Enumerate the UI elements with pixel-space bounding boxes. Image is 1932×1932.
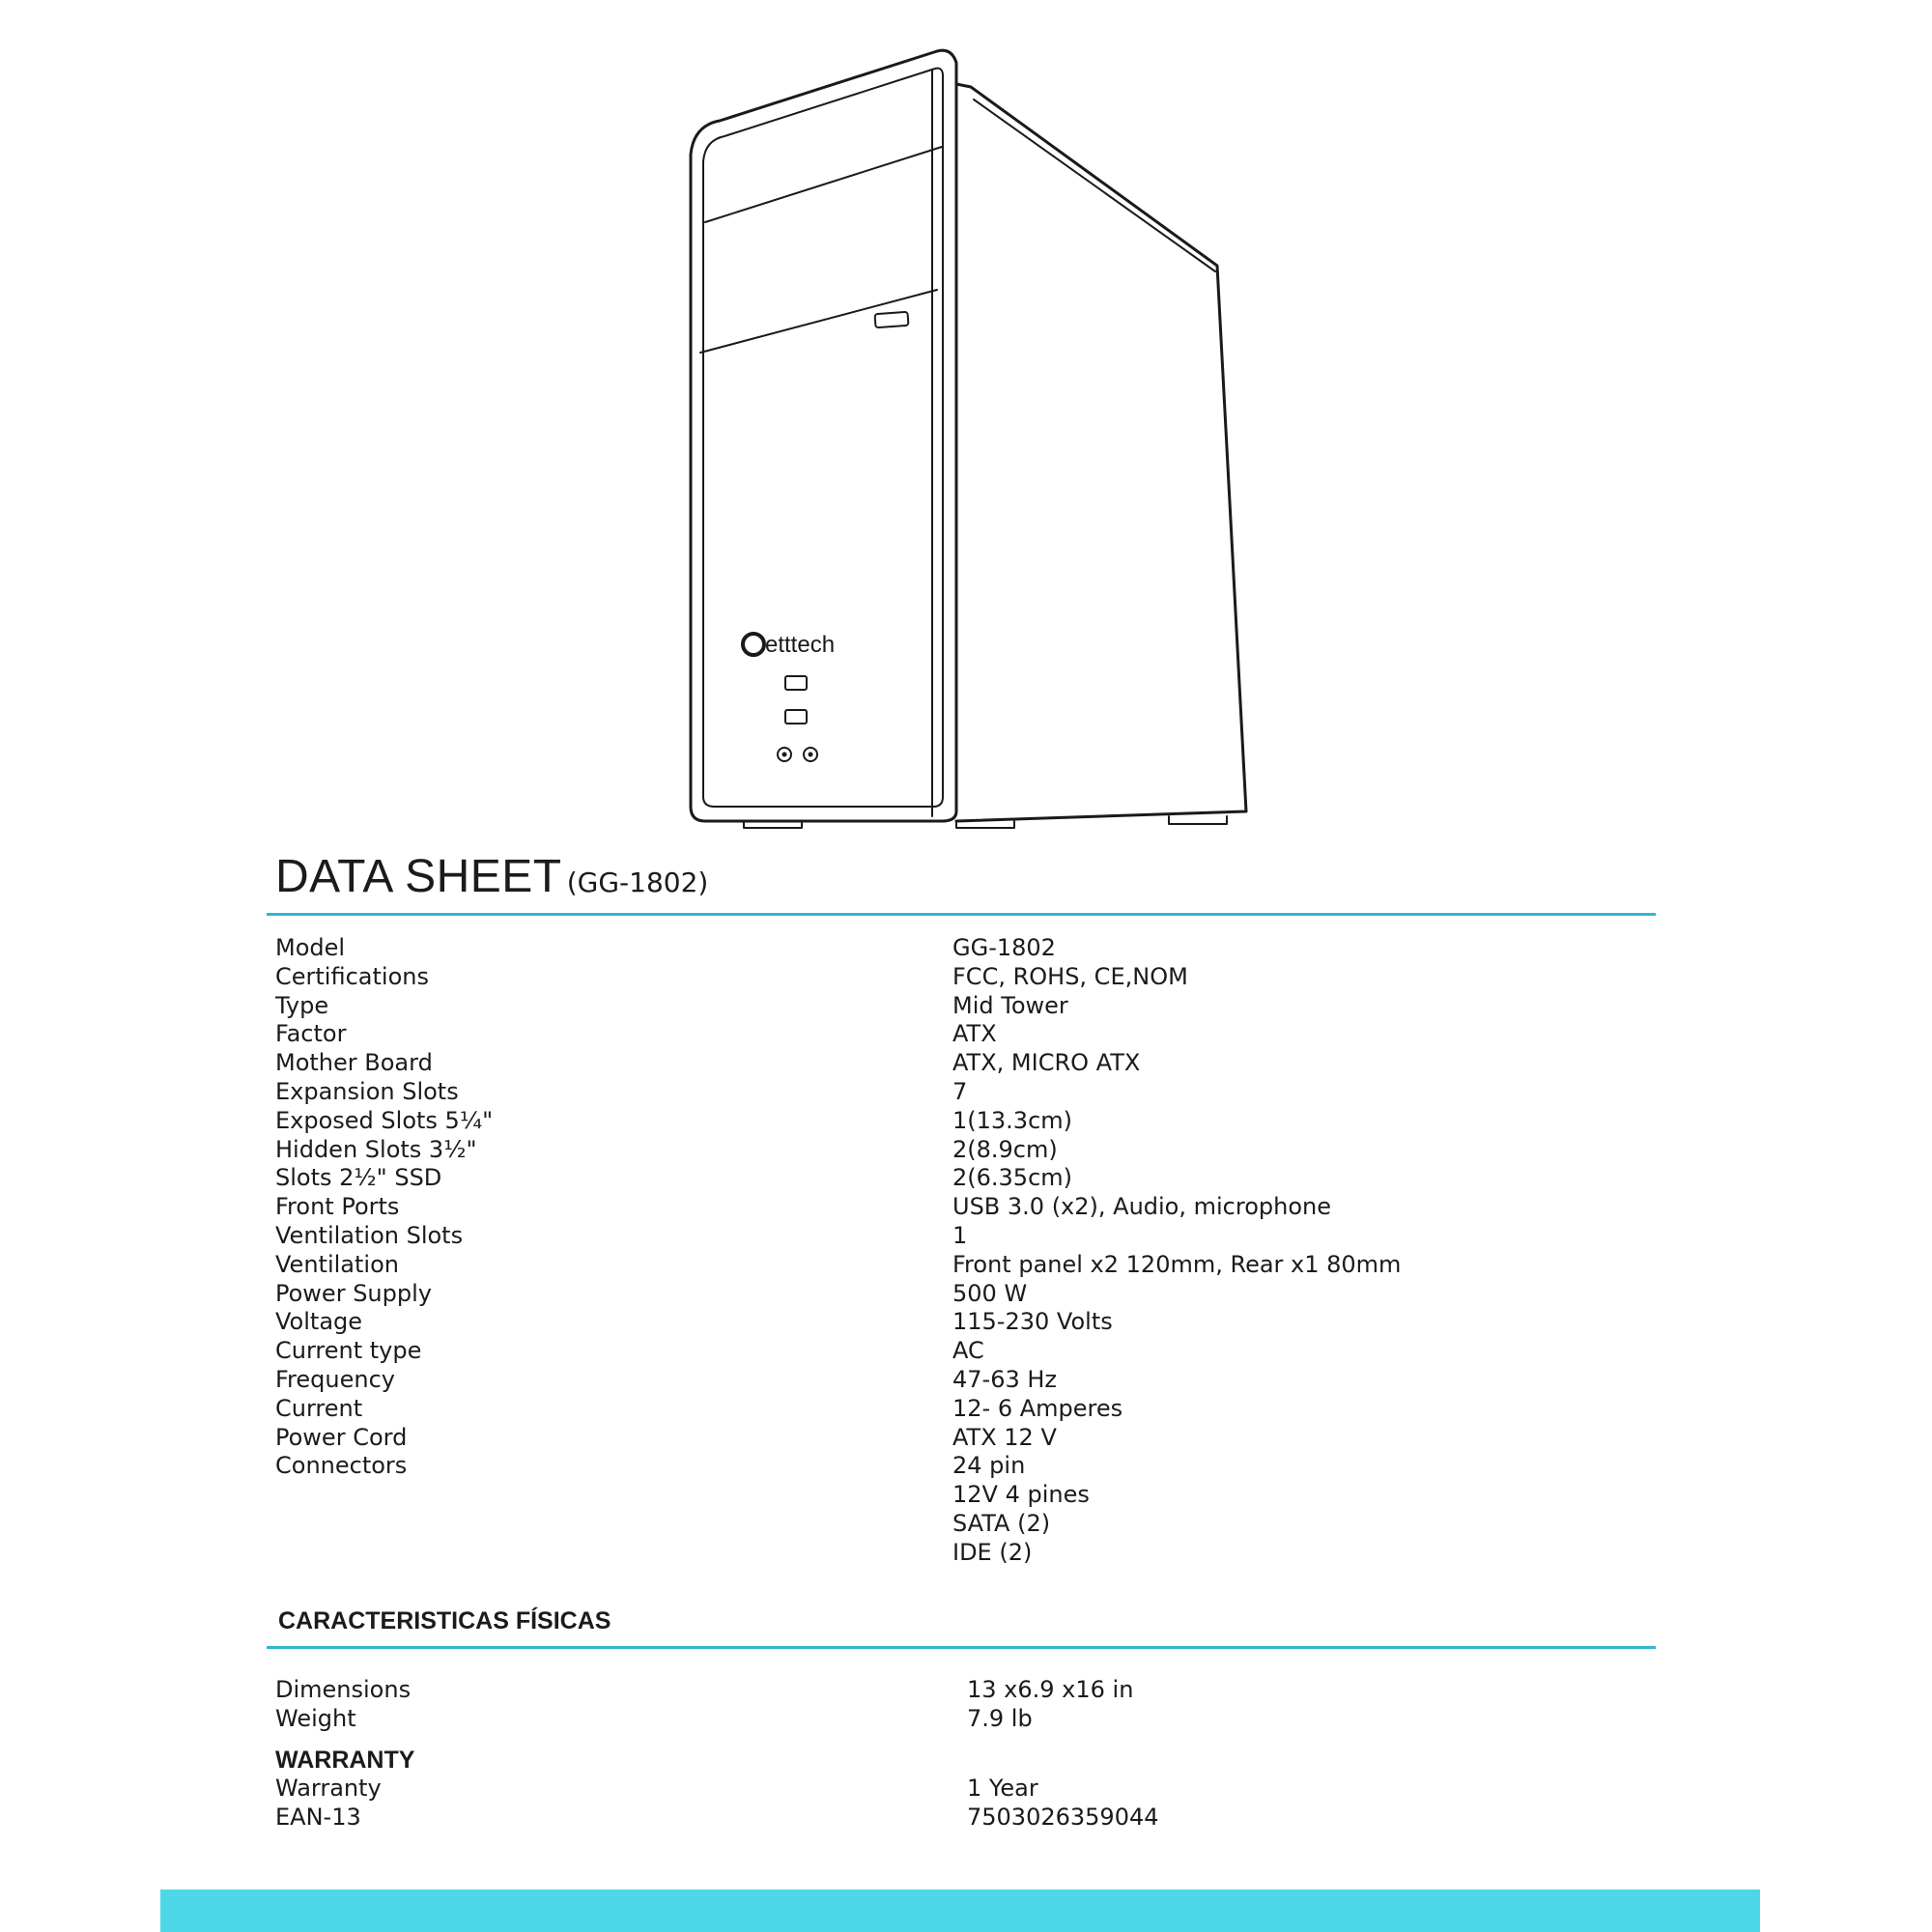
physical-divider	[267, 1646, 1656, 1649]
spec-row	[275, 1481, 1628, 1510]
spec-label: Exposed Slots 5¼"	[275, 1106, 494, 1134]
spec-label: Certifications	[275, 962, 429, 990]
spec-value: ATX, MICRO ATX	[952, 1049, 1141, 1077]
spec-label: Warranty	[275, 1775, 382, 1802]
spec-label: Model	[275, 934, 346, 961]
spec-row	[275, 934, 1628, 963]
spec-value: 13 x6.9 x16 in	[967, 1676, 1134, 1703]
spec-row	[275, 1452, 1628, 1481]
spec-row	[275, 1020, 1628, 1049]
spec-value: FCC, ROHS, CE,NOM	[952, 962, 1188, 990]
spec-label: Voltage	[275, 1308, 363, 1336]
spec-value: 1(13.3cm)	[952, 1106, 1073, 1134]
spec-value: 7503026359044	[967, 1804, 1159, 1831]
spec-label: Mother Board	[275, 1049, 433, 1077]
spec-row	[275, 1308, 1628, 1337]
spec-value: Mid Tower	[952, 991, 1068, 1019]
spec-label: Connectors	[275, 1452, 408, 1480]
spec-label: Slots 2½" SSD	[275, 1164, 442, 1192]
title-divider	[267, 913, 1656, 916]
spec-row	[275, 1337, 1628, 1366]
spec-row	[275, 1395, 1628, 1424]
warranty-table	[275, 1774, 1628, 1832]
title-text: DATA SHEET	[275, 851, 562, 902]
spec-row	[275, 1510, 1628, 1539]
spec-value: 12- 6 Amperes	[952, 1394, 1123, 1422]
spec-label: Expansion Slots	[275, 1077, 459, 1105]
spec-value: 12V 4 pines	[952, 1481, 1090, 1509]
spec-row	[275, 1078, 1628, 1107]
spec-row	[275, 963, 1628, 992]
spec-value: Front panel x2 120mm, Rear x1 80mm	[952, 1250, 1402, 1278]
spec-label: Ventilation	[275, 1250, 399, 1278]
spec-row	[275, 1539, 1628, 1568]
spec-row	[275, 1164, 1628, 1193]
spec-label: Dimensions	[275, 1676, 412, 1703]
spec-label: Current	[275, 1394, 363, 1422]
spec-label: Type	[275, 991, 329, 1019]
spec-value: 500 W	[952, 1279, 1028, 1307]
spec-label: Weight	[275, 1705, 356, 1732]
spec-table	[275, 934, 1628, 1568]
spec-label: Factor	[275, 1020, 347, 1048]
spec-label: Frequency	[275, 1365, 395, 1393]
warranty-heading: WARRANTY	[275, 1747, 415, 1774]
spec-value: 7	[952, 1077, 968, 1105]
spec-label: Front Ports	[275, 1193, 400, 1221]
spec-row	[275, 1803, 1628, 1832]
spec-row	[275, 1675, 1628, 1704]
spec-value: 2(8.9cm)	[952, 1135, 1058, 1163]
physical-section-title: CARACTERISTICAS FÍSICAS	[278, 1607, 611, 1634]
spec-row	[275, 1366, 1628, 1395]
spec-value: 115-230 Volts	[952, 1308, 1113, 1336]
spec-value: USB 3.0 (x2), Audio, microphone	[952, 1193, 1331, 1221]
spec-row	[275, 1222, 1628, 1251]
physical-table	[275, 1675, 1628, 1733]
spec-value: AC	[952, 1337, 984, 1365]
spec-label: Ventilation Slots	[275, 1221, 464, 1249]
spec-row	[275, 1107, 1628, 1136]
spec-row	[275, 1280, 1628, 1309]
spec-value: 2(6.35cm)	[952, 1164, 1073, 1192]
spec-row	[275, 1251, 1628, 1280]
title-model: (GG-1802)	[566, 867, 709, 898]
spec-row	[275, 1049, 1628, 1078]
spec-label: Hidden Slots 3½"	[275, 1135, 477, 1163]
footer-bar	[160, 1889, 1760, 1932]
spec-row	[275, 1136, 1628, 1165]
spec-value: IDE (2)	[952, 1538, 1033, 1566]
spec-value: 1 Year	[967, 1775, 1038, 1802]
spec-row	[275, 992, 1628, 1021]
spec-value: 1	[952, 1221, 968, 1249]
spec-value: ATX 12 V	[952, 1423, 1057, 1451]
spec-label: Power Supply	[275, 1279, 432, 1307]
pc-tower-case-drawing	[647, 43, 1275, 836]
spec-value: GG-1802	[952, 934, 1056, 961]
spec-label: Current type	[275, 1337, 422, 1365]
spec-label: Power Cord	[275, 1423, 408, 1451]
spec-value: 47-63 Hz	[952, 1365, 1058, 1393]
spec-value: SATA (2)	[952, 1509, 1051, 1537]
spec-row	[275, 1774, 1628, 1803]
spec-row	[275, 1704, 1628, 1733]
spec-value: 7.9 lb	[967, 1705, 1033, 1732]
spec-label: EAN-13	[275, 1804, 361, 1831]
page-title	[275, 850, 708, 903]
brand-logo: etttech	[765, 632, 836, 658]
product-illustration	[647, 43, 1275, 836]
spec-value: ATX	[952, 1020, 997, 1048]
spec-value: 24 pin	[952, 1452, 1026, 1480]
spec-row	[275, 1193, 1628, 1222]
spec-row	[275, 1424, 1628, 1453]
